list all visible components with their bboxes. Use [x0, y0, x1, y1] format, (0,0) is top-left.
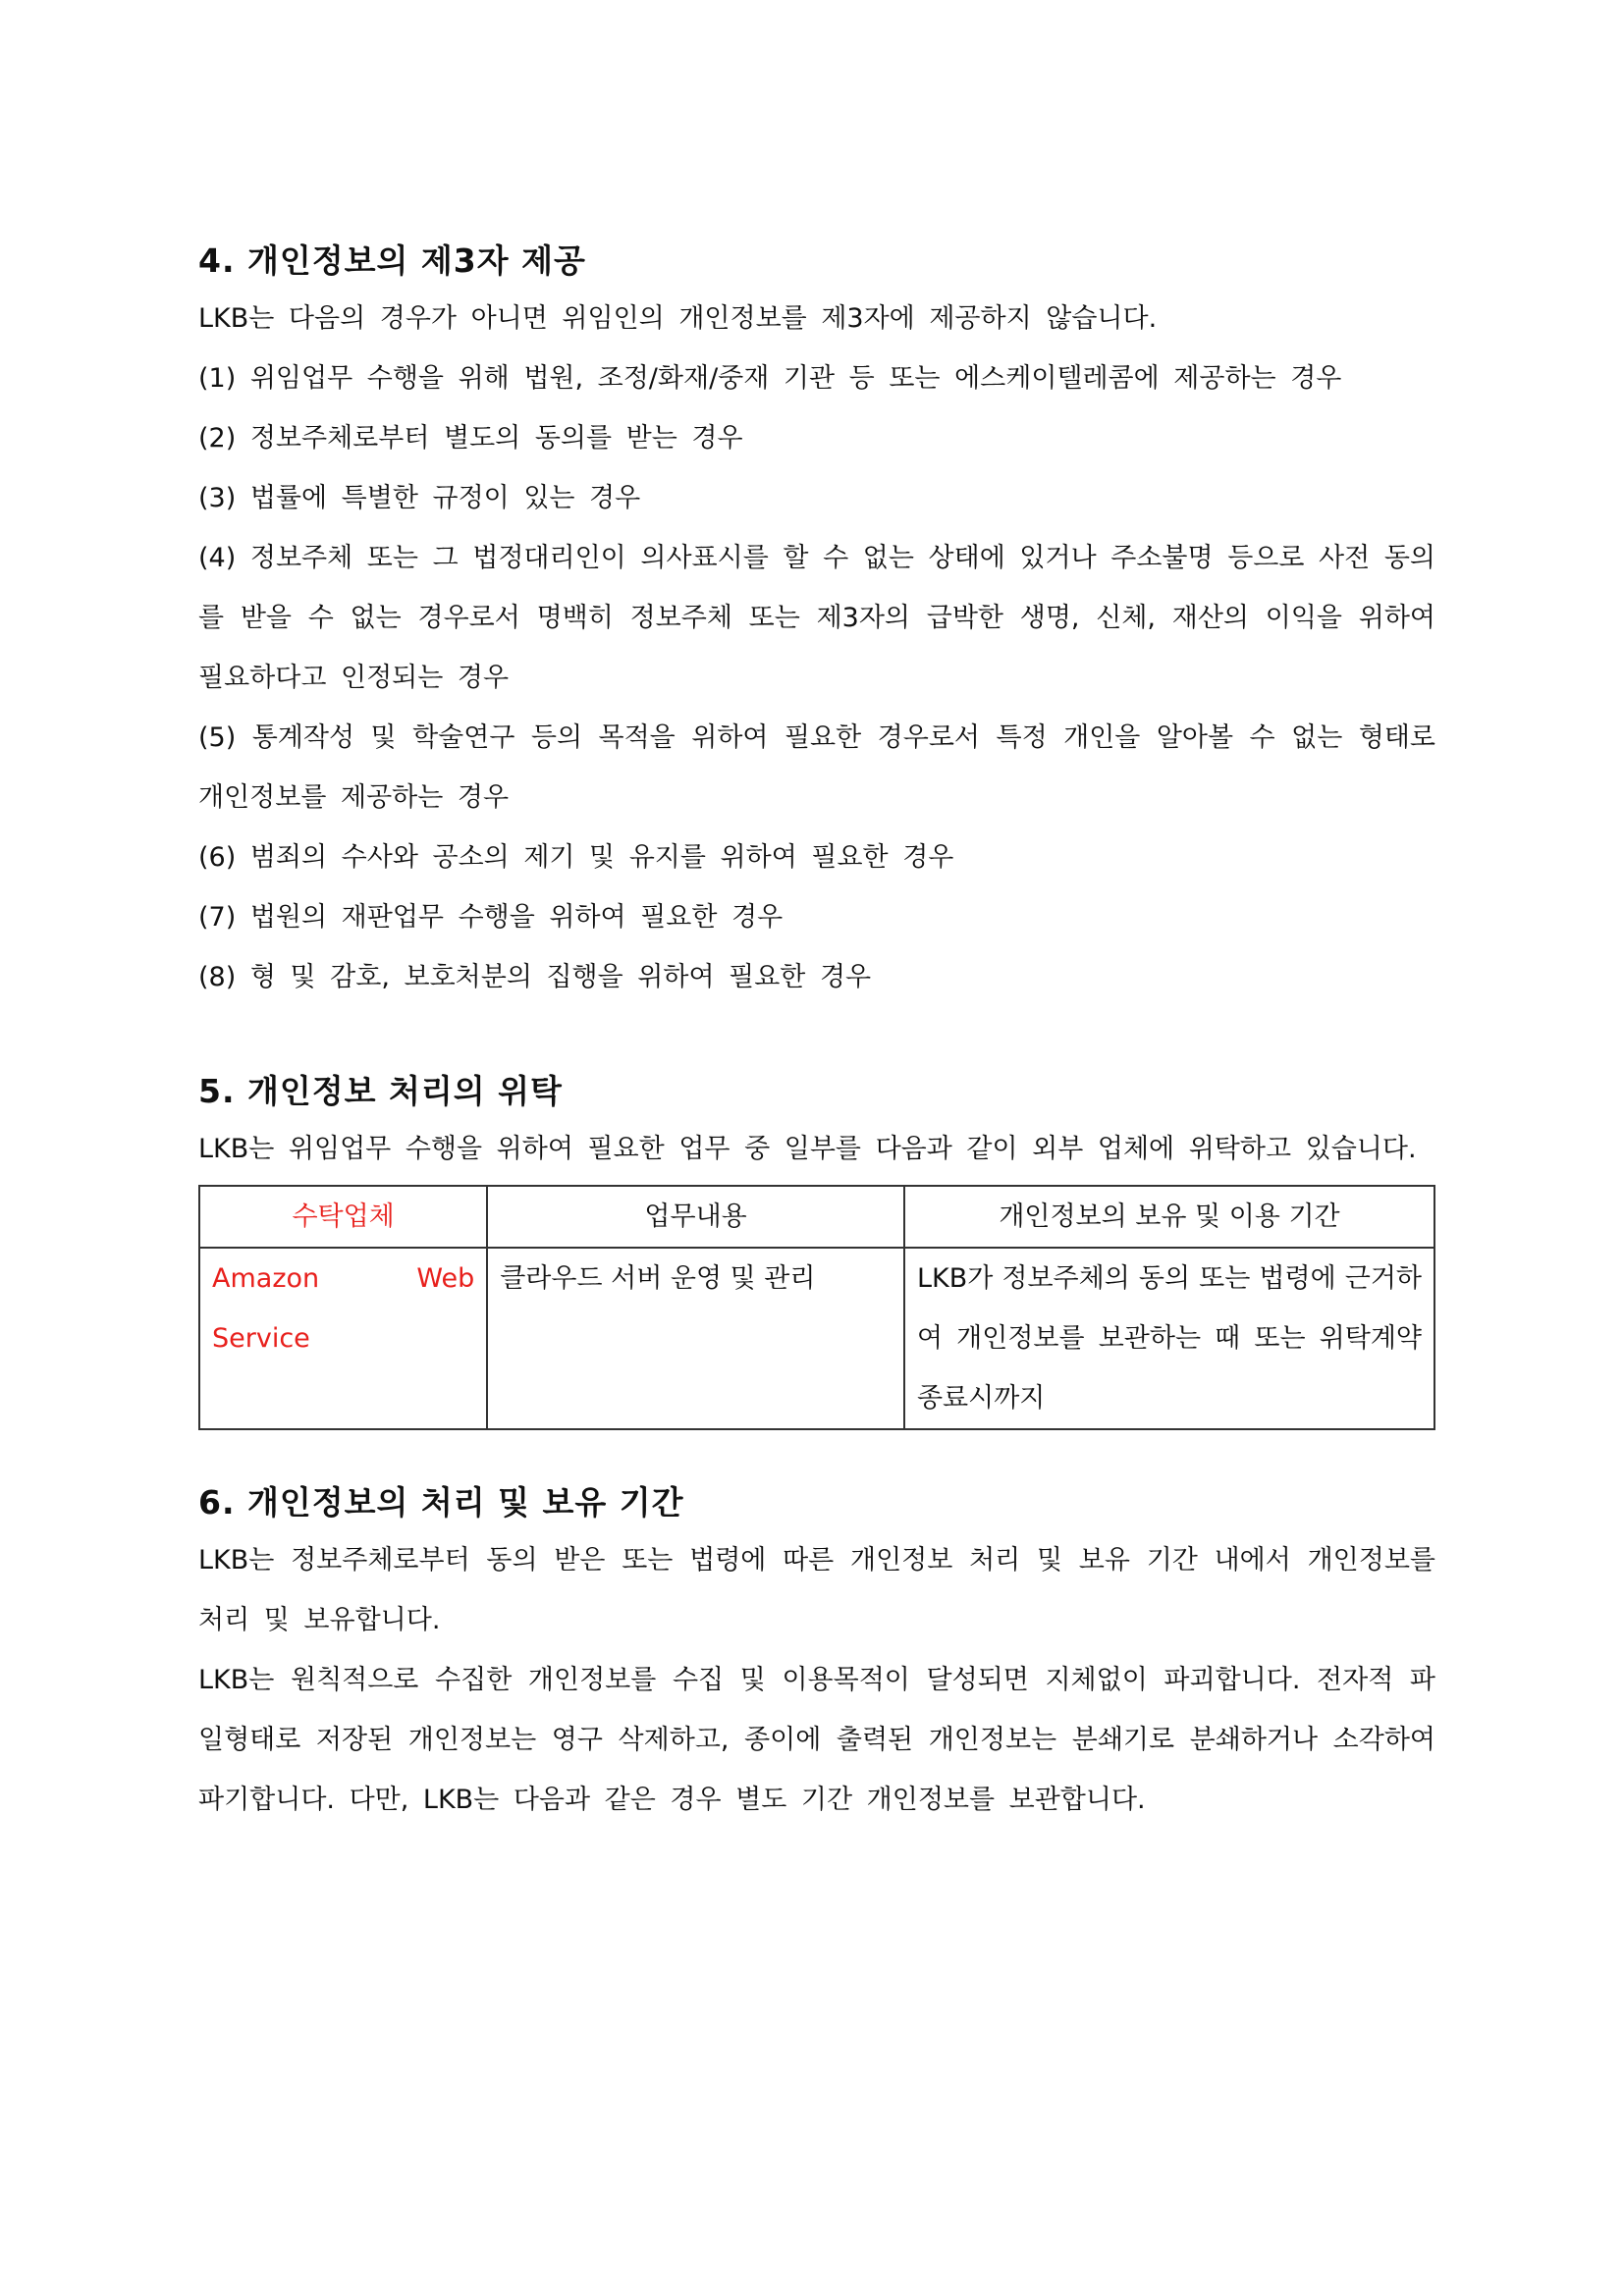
column-header: 개인정보의 보유 및 이용 기간 [904, 1186, 1434, 1248]
table-cell-period: LKB가 정보주체의 동의 또는 법령에 근거하여 개인정보를 보관하는 때 또는 위탁계약 종료시까지 [904, 1248, 1434, 1429]
document-page [198, 234, 1435, 1830]
table-row [199, 1248, 1434, 1429]
list-item: (4) 정보주체 또는 그 법정대리인이 의사표시를 할 수 없는 상태에 있거나 주소불명 등으로 사전 동의를 받을 수 없는 경우로서 명백히 정보주체 또는 제3자의 급박한 생명, 신체, 재산의 이익을 위하여 필요하다고 인정되는 경우 [198, 543, 1435, 693]
section-spacer [198, 1430, 1435, 1475]
outsourcing-table [198, 1185, 1435, 1430]
paragraph: LKB는 원칙적으로 수집한 개인정보를 수집 및 이용목적이 달성되면 지체없이 파괴합니다. 전자적 파일형태로 저장된 개인정보는 영구 삭제하고, 종이에 출력된 개인정보는 분쇄기로 분쇄하거나 소각하여 파기합니다. 다만, LKB는 다음과 같은 경우 별도 기간 개인정보를 보관합니다. [198, 1665, 1435, 1815]
section-intro: LKB는 위임업무 수행을 위하여 필요한 업무 중 일부를 다음과 같이 외부 업체에 위탁하고 있습니다. [198, 1134, 1417, 1164]
table-cell-vendor: Amazon Web Service [199, 1248, 487, 1429]
list-item: (3) 법률에 특별한 규정이 있는 경우 [198, 483, 641, 513]
list-item: (8) 형 및 감호, 보호처분의 집행을 위하여 필요한 경우 [198, 962, 872, 992]
table-header-row [199, 1186, 1434, 1248]
paragraph: LKB는 정보주체로부터 동의 받은 또는 법령에 따른 개인정보 처리 및 보유 기간 내에서 개인정보를 처리 및 보유합니다. [198, 1545, 1435, 1635]
section-processing-outsourcing [198, 1064, 1435, 1430]
section-retention-period [198, 1475, 1435, 1830]
list-item: (7) 법원의 재판업무 수행을 위하여 필요한 경우 [198, 902, 784, 933]
section-spacer [198, 1007, 1435, 1064]
list-item: (5) 통계작성 및 학술연구 등의 목적을 위하여 필요한 경우로서 특정 개인을 알아볼 수 없는 형태로 개인정보를 제공하는 경우 [198, 722, 1435, 813]
section-heading: 4. 개인정보의 제3자 제공 [198, 241, 586, 280]
section-heading: 6. 개인정보의 처리 및 보유 기간 [198, 1483, 684, 1522]
column-header: 업무내용 [487, 1186, 904, 1248]
section-heading: 5. 개인정보 처리의 위탁 [198, 1072, 563, 1110]
list-item: (1) 위임업무 수행을 위해 법원, 조정/화재/중재 기관 등 또는 에스케이텔레콤에 제공하는 경우 [198, 363, 1342, 394]
column-header: 수탁업체 [199, 1186, 487, 1248]
section-intro: LKB는 다음의 경우가 아니면 위임인의 개인정보를 제3자에 제공하지 않습니다. [198, 303, 1158, 334]
table-cell-task: 클라우드 서버 운영 및 관리 [487, 1248, 904, 1429]
list-item: (6) 범죄의 수사와 공소의 제기 및 유지를 위하여 필요한 경우 [198, 842, 954, 873]
list-item: (2) 정보주체로부터 별도의 동의를 받는 경우 [198, 423, 743, 454]
section-third-party-provision [198, 234, 1435, 1007]
